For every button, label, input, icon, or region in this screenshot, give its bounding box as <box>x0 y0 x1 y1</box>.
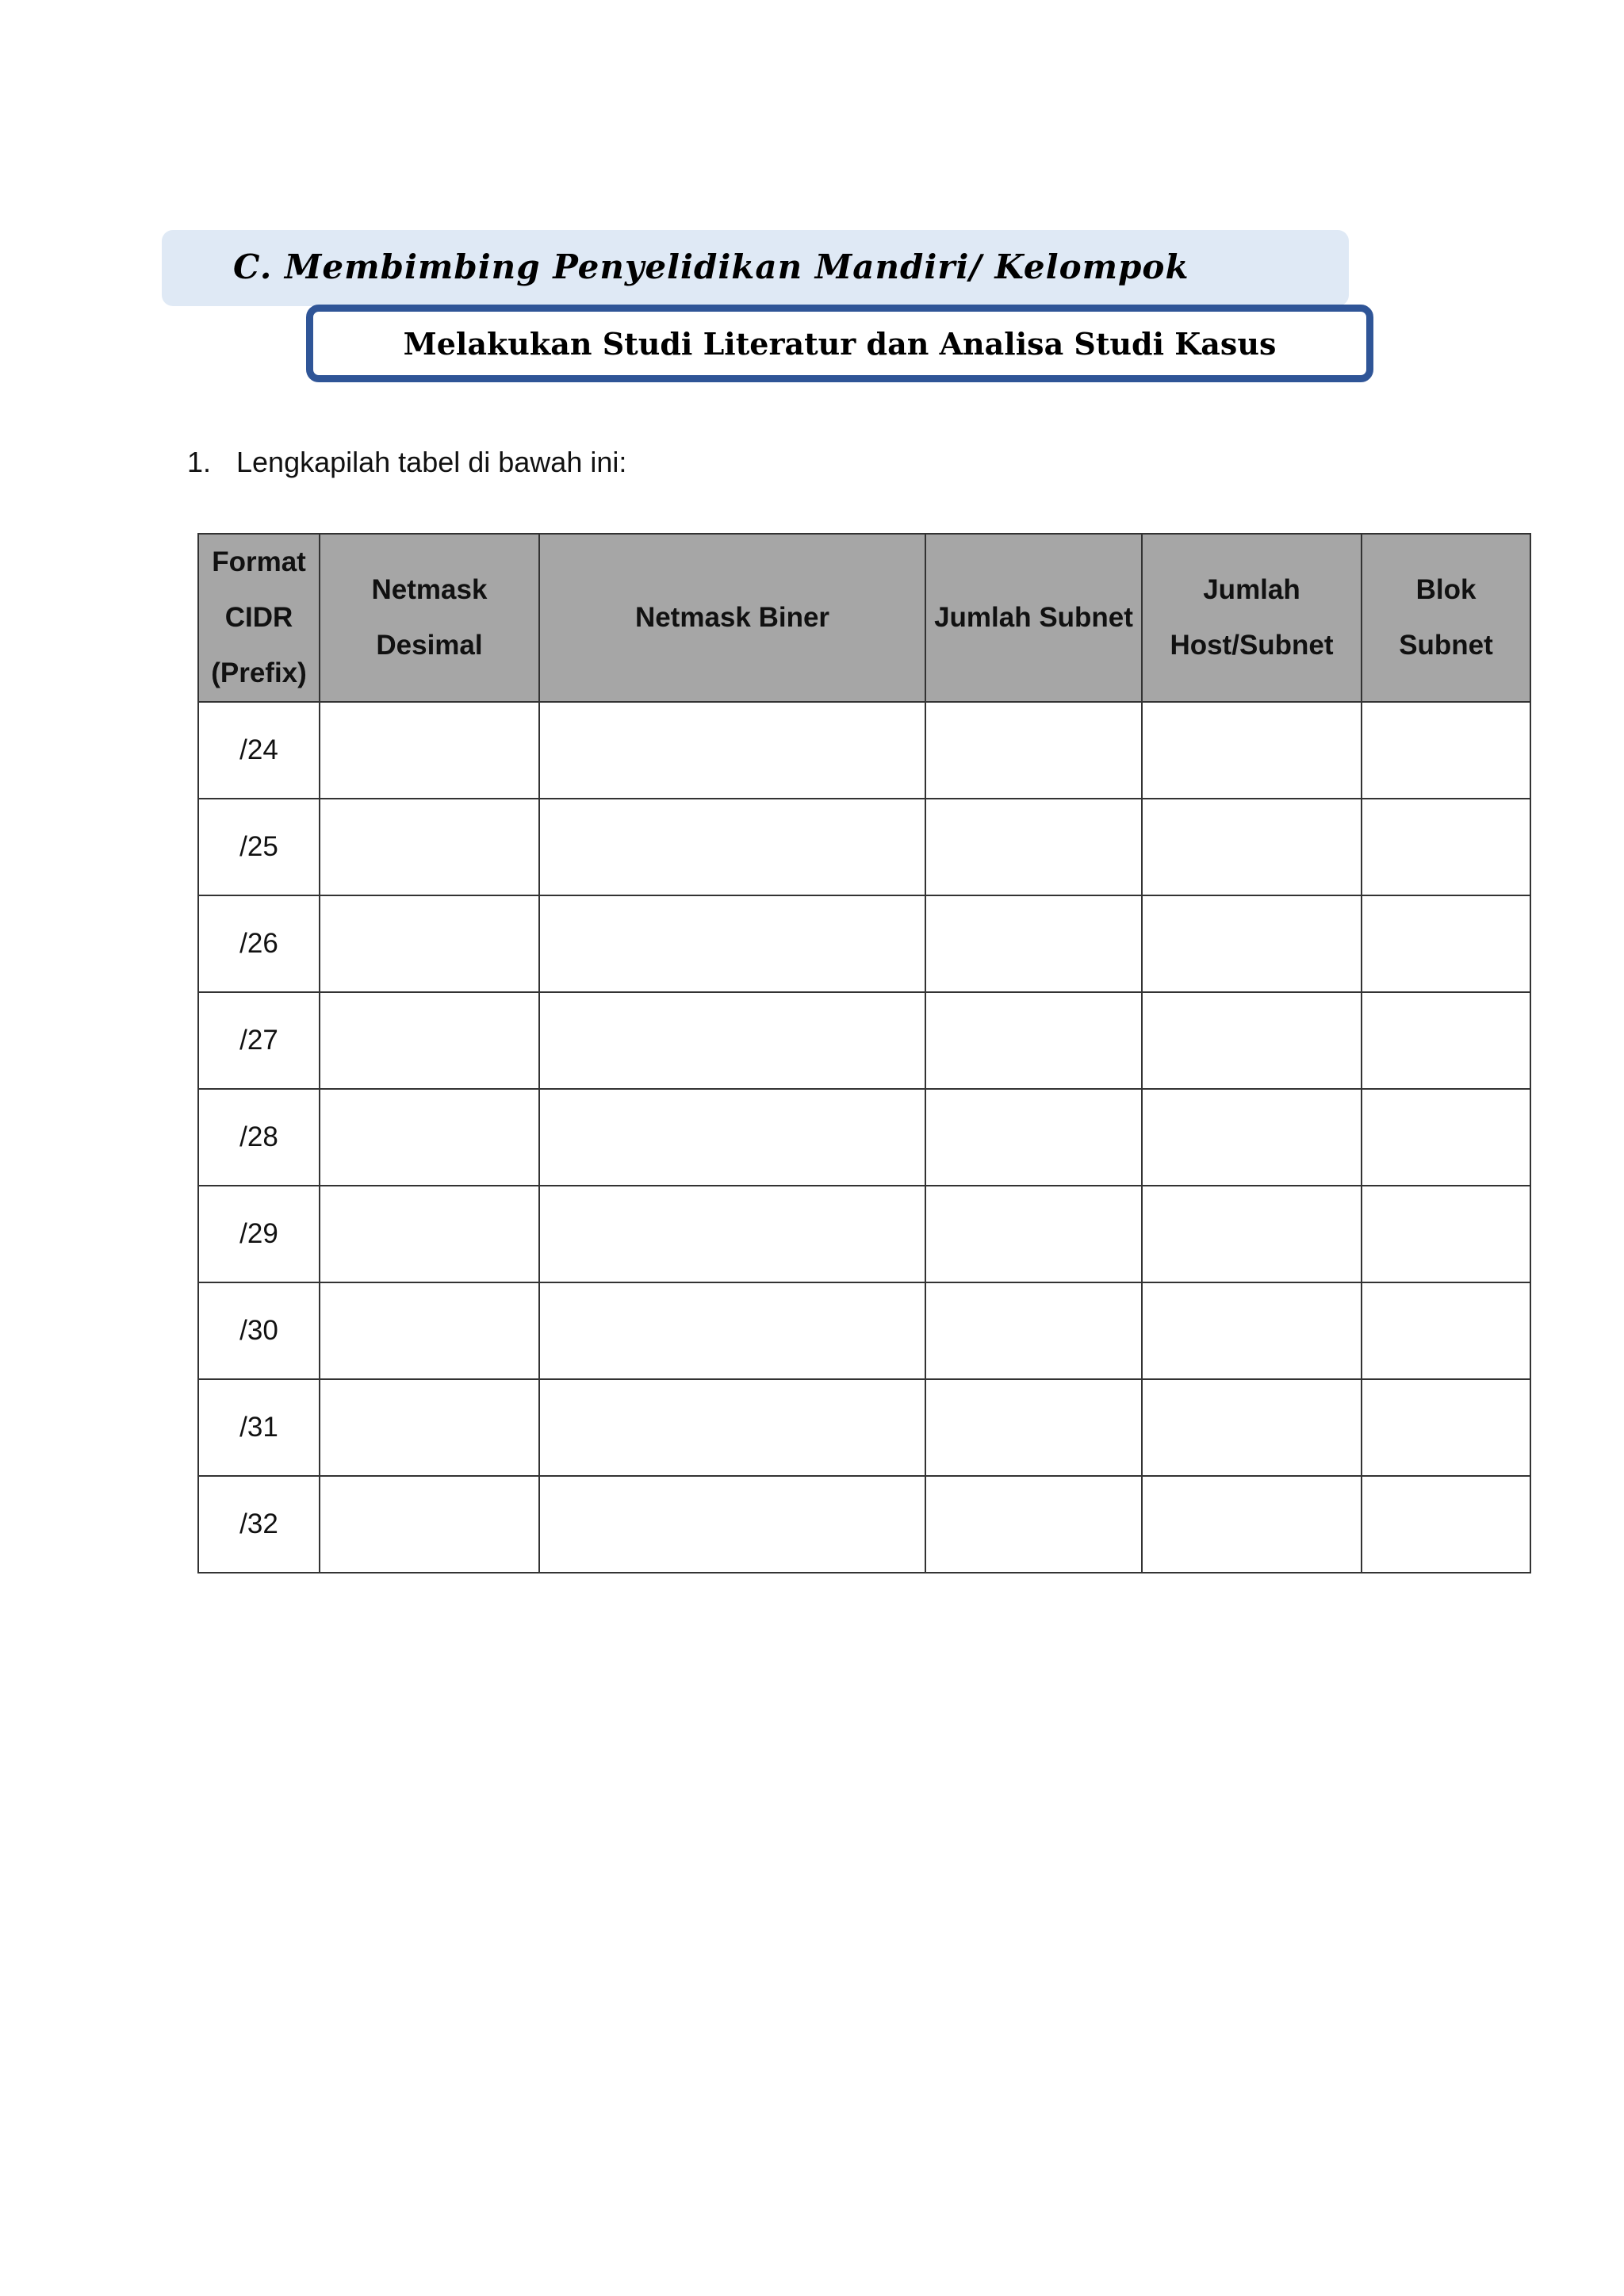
answer-cell[interactable] <box>320 702 539 799</box>
prefix-cell: /29 <box>198 1186 320 1282</box>
answer-cell[interactable] <box>539 1476 925 1573</box>
answer-cell[interactable] <box>1362 1089 1530 1186</box>
answer-cell[interactable] <box>1142 1186 1362 1282</box>
answer-cell[interactable] <box>320 992 539 1089</box>
table-row <box>198 799 1530 895</box>
table-row <box>198 992 1530 1089</box>
table-row <box>198 702 1530 799</box>
prefix-cell: /27 <box>198 992 320 1089</box>
answer-cell[interactable] <box>320 1186 539 1282</box>
answer-cell[interactable] <box>320 1476 539 1573</box>
answer-cell[interactable] <box>925 702 1142 799</box>
header-line: Host/Subnet <box>1170 630 1334 661</box>
header-jumlah-subnet <box>925 534 1142 702</box>
answer-cell[interactable] <box>539 1089 925 1186</box>
answer-cell[interactable] <box>925 992 1142 1089</box>
subnet-table <box>197 533 1531 1573</box>
header-netmask-desimal <box>320 534 539 702</box>
answer-cell[interactable] <box>1142 1089 1362 1186</box>
section-banner <box>162 230 1349 306</box>
subtitle-box <box>306 305 1373 382</box>
prefix-cell: /32 <box>198 1476 320 1573</box>
header-line: Desimal <box>376 630 483 661</box>
answer-cell[interactable] <box>925 1089 1142 1186</box>
header-blok-subnet <box>1362 534 1530 702</box>
header-line: CIDR <box>224 602 293 633</box>
answer-cell[interactable] <box>925 895 1142 992</box>
header-line: Blok <box>1415 574 1477 605</box>
instruction-number: 1. <box>187 446 212 478</box>
header-line: Subnet <box>1399 630 1493 661</box>
header-line: Netmask Biner <box>634 602 830 633</box>
prefix-cell: /24 <box>198 702 320 799</box>
answer-cell[interactable] <box>320 799 539 895</box>
answer-cell[interactable] <box>1362 895 1530 992</box>
answer-cell[interactable] <box>1142 702 1362 799</box>
header-line: Jumlah <box>1203 574 1300 605</box>
answer-cell[interactable] <box>1362 799 1530 895</box>
answer-cell[interactable] <box>925 1379 1142 1476</box>
answer-cell[interactable] <box>1362 992 1530 1089</box>
prefix-cell: /25 <box>198 799 320 895</box>
prefix-cell: /30 <box>198 1282 320 1379</box>
answer-cell[interactable] <box>320 1379 539 1476</box>
table-row <box>198 1282 1530 1379</box>
answer-cell[interactable] <box>539 1379 925 1476</box>
answer-cell[interactable] <box>1362 1282 1530 1379</box>
table-header-row <box>198 534 1530 702</box>
answer-cell[interactable] <box>539 799 925 895</box>
answer-cell[interactable] <box>539 992 925 1089</box>
prefix-cell: /31 <box>198 1379 320 1476</box>
answer-cell[interactable] <box>1362 1379 1530 1476</box>
answer-cell[interactable] <box>1142 1282 1362 1379</box>
answer-cell[interactable] <box>1142 895 1362 992</box>
header-jumlah-host-subnet <box>1142 534 1362 702</box>
answer-cell[interactable] <box>1142 799 1362 895</box>
answer-cell[interactable] <box>925 799 1142 895</box>
answer-cell[interactable] <box>1362 1476 1530 1573</box>
answer-cell[interactable] <box>925 1282 1142 1379</box>
header-line: Netmask <box>371 574 488 605</box>
table-row <box>198 1476 1530 1573</box>
header-netmask-biner <box>539 534 925 702</box>
instruction <box>187 446 626 479</box>
answer-cell[interactable] <box>539 1186 925 1282</box>
instruction-text: Lengkapilah tabel di bawah ini: <box>236 446 627 478</box>
answer-cell[interactable] <box>539 1282 925 1379</box>
prefix-cell: /28 <box>198 1089 320 1186</box>
table-row <box>198 1186 1530 1282</box>
answer-cell[interactable] <box>320 1089 539 1186</box>
answer-cell[interactable] <box>1142 992 1362 1089</box>
table-row <box>198 1089 1530 1186</box>
table-row <box>198 1379 1530 1476</box>
answer-cell[interactable] <box>320 1282 539 1379</box>
section-title: C. Membimbing Penyelidikan Mandiri/ Kelompok <box>233 247 1189 286</box>
header-line: Format <box>212 546 306 577</box>
header-format-cidr <box>198 534 320 702</box>
table-body <box>198 702 1530 1573</box>
answer-cell[interactable] <box>539 702 925 799</box>
subtitle-text: Melakukan Studi Literatur dan Analisa Studi Kasus <box>403 325 1277 362</box>
prefix-cell: /26 <box>198 895 320 992</box>
header-line: (Prefix) <box>211 657 307 688</box>
answer-cell[interactable] <box>925 1186 1142 1282</box>
table-row <box>198 895 1530 992</box>
answer-cell[interactable] <box>1142 1379 1362 1476</box>
answer-cell[interactable] <box>320 895 539 992</box>
answer-cell[interactable] <box>539 895 925 992</box>
answer-cell[interactable] <box>925 1476 1142 1573</box>
answer-cell[interactable] <box>1362 702 1530 799</box>
answer-cell[interactable] <box>1142 1476 1362 1573</box>
header-line: Jumlah Subnet <box>934 602 1133 633</box>
answer-cell[interactable] <box>1362 1186 1530 1282</box>
